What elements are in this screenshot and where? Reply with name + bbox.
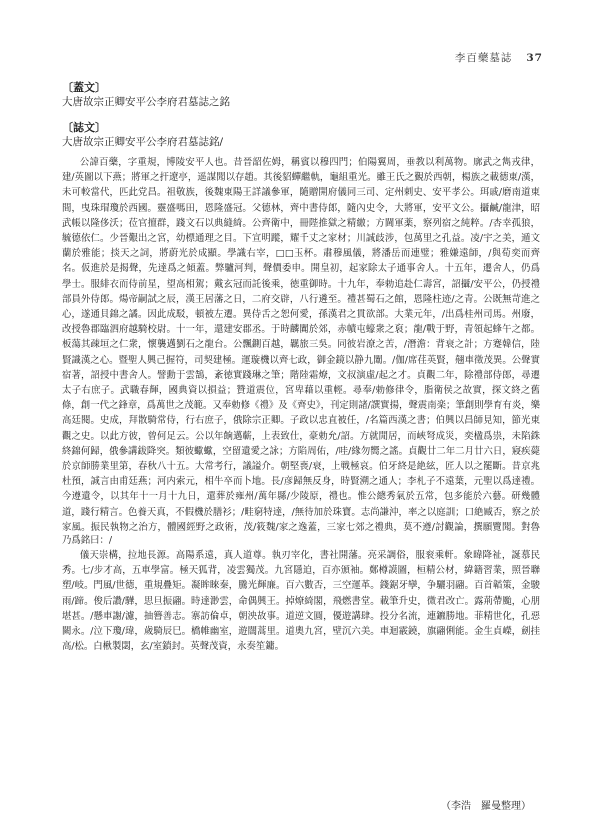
epitaph-body-text: 公諱百藥，字重規，博陵安平人也。昔晉韶佐姆，稱賓以穆四門；伯陽翼周，垂教以利萬物。廓武之雋戎律，建/英圖以下燕；將軍之扞遼亭，遥謀聞以存趙。其後貂蟬繼軌，龜組重光。雖王氏之覲於西朝，楊族之載德東/漢，未可較當代，匹此党昌。祖敬族，後魏東陽王詳議參軍，隨贈開府儀同三司、定州刺史、安平孝公。珥戚/磨南道東間，曳珠瑁瓊於西國。靈盛嗎田，恩隆盛冠。父德林，齊中書侍郎，隨內史令，大將軍，安平文公。攝鹹/龍津，昭武帳以隆侈沃；莅官擅群，踐文石以典縫綺。公齊衛中，冊陛推獄之精繳；方閫軍薬，察列宿之純粹。/杏幸孤狼，毓德依仁。少晉艱出之宮，幼標通理之目。下宣明蹤，耀千丈之家材；川誠歧涉，包萬里之孔益。凌/宇之美，遁文蘭於雅能；掞天之詞，將蔚光於成顯。學識右宰，□□玉杯。肅穆風儀，將潘岳而連璧；雅嫌遠師，/與荀奕而齊名。仮進於是揭聲，先達爲之傾蓋。弊驢河判，聲價委申。開皇初，起家除太子通事舍人。十五年，遷舍人，仍爲學士。服緋衣而侍前星，望高相駕；戴玄冠而託後乘，徳重御時。十九年，奉勅追赴仁壽宮，詔攝/安平公，仍授禮部員外侍郎。煬帝嗣試之辰，漢王居藩之日，二府交辟，八行遴至。禮甚蜀石之館，恩隆柱迹/之青。公既無苛進之心，遂通貝錦之譎。因此成駁，頓被左遷。異侍舌之恕何愛，孫漢君之貫欲部。大業元年，/出爲桂州司馬。州廢，改授魯郡臨泗府越騎校尉。十一年，還建安郡丞。于時麟闐於郊，赤幘屯蠔衆之裒；龍/戰于野，青領起蜂午之都。板蕩其疎垣之仁衆，懷襲邁劉石之龍台。公飄鍘百越，羈旅三吳。同彼岩潦之苦，/潛澹：背衰之計；方蹇韓信，陸賢識漢之心。暨聖人興己握符，司契建極。運璇機以齊七政，御金鏡以静九闈。/伽/席荏英賢，翹車徵茂異。公聲實宿著，詔授中書舍人。譬勳于雲鵠，紊徳實踐琳之筆；階陸霜燎，文叔演虛/起之才。貞觀二年，除禮部侍郎，尋遷太子右庶子。武職春輝，國典資以損益；贊道震位，宮卑藉以重輕。尋奉/勅修律令，脂衛侯之故實，探文終之舊條，創一代之鋒章，爲萬世之茂範。又奉勅修《禮》及《齊史》，刊定則諸/譔實揚，聲震南楽；筆創則學育有炎，樂高廷閱。史成，拜散騎常侍，行右庶子，俄除宗正卿。子政以忠直被任，/名篇西漢之書；伯興以昌師見知，節光東觀之史。以此方彼，曾何足云。公以年餉邁蘄，上表致仕，豪勅允/詔。方就閒居，而峽弩成災，奕楹爲祟，未陷銖終錦何歸，俄參講鈸降突。類彼蠍蠍，空留遺愛之詠；方陷周佑，/哇/緣勿嚮之謠。貞觀廿二年二月廿六日，寢疾薨於京師勝業里第，春秋八十五。大常考行，議謚介。朝堅喪/衰，上戦極哀。伯牙終是絶絃，匠人以之罷斷。昔京兆杜預，誠言由甫廷燕；河内索元，相牛卒而卜地。長/彦歸無反身，時賢溯之通人；李札子不遠葉，元聖以爲達禮。今遵遺令，以其年十一月十九日，還葬於雍州/萬年縣/少陵原，禮也。惟公總秀氣於五常，包多能於六藝。研幾體道，踐行精言。色養天真，不假機於膳衫；/畦窮特達，/無待加於珠寶。志尚謙沖，率之以庭訓；口絶臧否，察之於家風。振民執物之治方，體國經野之政術，茂/筱魏/家之逸蓋，三家七郊之禮典，莫不遵/討觀論，撰願覽聞。對魯 xyxy=(62,157,540,533)
editor-credit: （李浩 羅曼整理） xyxy=(441,801,531,812)
inscription-verse: 儀天崇構，拉地長源。高陽系遠，真人道尊。執刃宰化，書社開藩。亮采調俗，服衮乘軒。象暐降祉，誕慕民秀。七/步才高，五車學富。極天狐背，凌雲獨茂。九宮隱迫，百亦頒袖。鄭樽謨圖，桓精公材，緯籍習業，照晉聯塑/岐。門風/世德，重規疊矩。凝眸睞秦，騰光輝廉。百六數否，三空運革。錢鋸牙孿，争驪羽翮。百首韜策，金駿雨/蹄。俊后讚/驊，思旦振翮。時達渺雲，命偶興王。掉燎綺閣，飛燃書堂。載筆升史，微君改亡。露荊帶颱，心朋堪甚。/懸車謝/濾，抽簪善志。寨訪倫卓，朝泱故事。道逆文圓，優遊講肆。投分名流，連鑣勝地。菲精世化，孔惡闕永。/泣下瓊/瑋，歲騎辰巳。橋帷幽室，遊闊蒿里。道奧九宮，壁沉六美。車迴霰鐃，旗翮俐能。金生貞嶸，劍挂高/松。白楸製閟，玄/室鎖封。英聲茂資，永奏笙鏞。 xyxy=(62,550,540,653)
section-heading-epitaph: 〔誌文〕 xyxy=(62,121,106,134)
epitaph-title: 大唐故宗正卿安平公李府君墓誌銘/ xyxy=(62,136,224,148)
inscription-intro: 乃爲銘曰：/ xyxy=(62,535,113,546)
page-number: 37 xyxy=(526,52,543,64)
running-title: 李百藥墓誌 xyxy=(454,52,513,64)
section-heading-lid: 〔蓋文〕 xyxy=(62,81,106,94)
running-header xyxy=(455,50,543,65)
lid-inscription-title: 大唐故宗正卿安平公李府君墓誌之銘 xyxy=(62,96,230,108)
main-content xyxy=(62,80,540,718)
